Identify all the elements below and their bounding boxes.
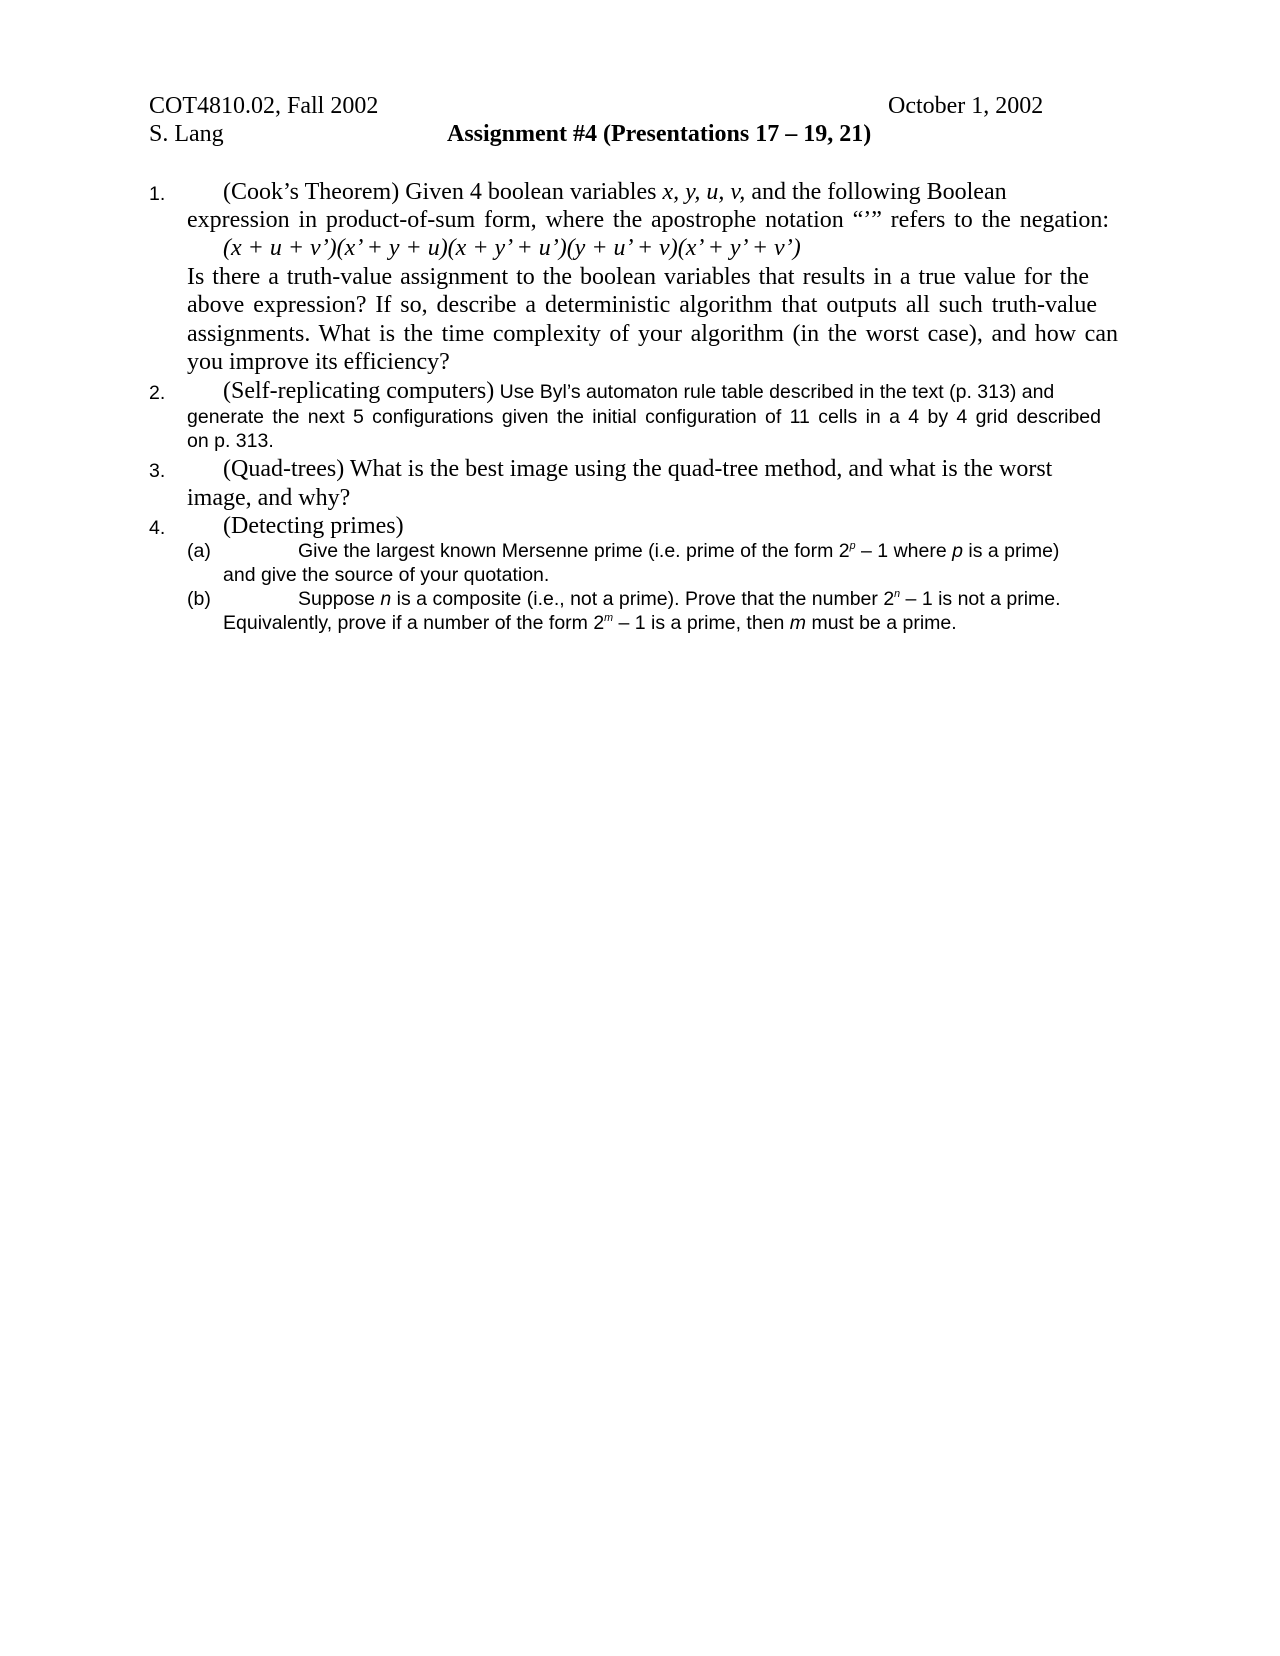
question-number: 4. — [149, 517, 166, 539]
question-line: Is there a truth-value assignment to the boolean variables that results in a true value for the — [187, 264, 1089, 290]
question-line: Give the largest known Mersenne prime (i.e. prime of the form 2$^p$ – 1 where p is a prime) — [298, 539, 1060, 562]
assignment-title: Assignment #4 (Presentations 17 – 19, 21) — [447, 121, 872, 147]
course-label: COT4810.02, Fall 2002 — [149, 93, 379, 119]
question-line: image, and why? — [187, 485, 351, 511]
question-line: Equivalently, prove if a number of the form 2$^m$ – 1 is a prime, then m must be a prime. — [223, 611, 957, 634]
question-line: above expression? If so, describe a deterministic algorithm that outputs all such truth-value — [187, 292, 1097, 318]
question-topic: (Self-replicating computers) — [223, 378, 495, 404]
question-line: expression in product-of-sum form, where the apostrophe notation “’” refers to the negation: — [187, 207, 1109, 233]
question-topic: (Cook’s Theorem) — [223, 179, 400, 205]
question-line: Suppose n is a composite (i.e., not a prime). Prove that the number 2$^n$ – 1 is not a prime. — [298, 587, 1061, 610]
boolean-formula: (x + u + v’)(x’ + y + u)(x + y’ + u’)(y + u’ + v)(x’ + y’ + v’) — [223, 235, 801, 261]
question-topic: (Quad-trees) — [223, 456, 345, 482]
question-line: you improve its efficiency? — [187, 349, 450, 375]
question-number: 3. — [149, 460, 166, 482]
question-line: (Quad-trees) What is the best image using the quad-tree method, and what is the worst — [223, 456, 1053, 482]
question-line: on p. 313. — [187, 430, 274, 452]
date-label: October 1, 2002 — [888, 93, 1044, 119]
question-line: (Self-replicating computers) Use Byl’s automaton rule table described in the text (p. 313) and — [223, 378, 1055, 404]
question-line: (Cook’s Theorem) Given 4 boolean variables x, y, u, v, and the following Boolean — [223, 179, 1007, 205]
question-topic: (Detecting primes) — [223, 513, 404, 539]
question-number: 2. — [149, 382, 166, 404]
subquestion-label: (b) — [187, 588, 211, 610]
question-line: generate the next 5 configurations given the initial configuration of 11 cells in a 4 by 4 grid described — [187, 406, 1101, 428]
question-line: assignments. What is the time complexity of your algorithm (in the worst case), and how can — [187, 321, 1118, 347]
instructor-label: S. Lang — [149, 121, 224, 147]
subquestion-label: (a) — [187, 540, 211, 562]
variables: x, y, u, v, — [662, 179, 746, 205]
question-line: and give the source of your quotation. — [223, 564, 550, 586]
question-number: 1. — [149, 183, 166, 205]
